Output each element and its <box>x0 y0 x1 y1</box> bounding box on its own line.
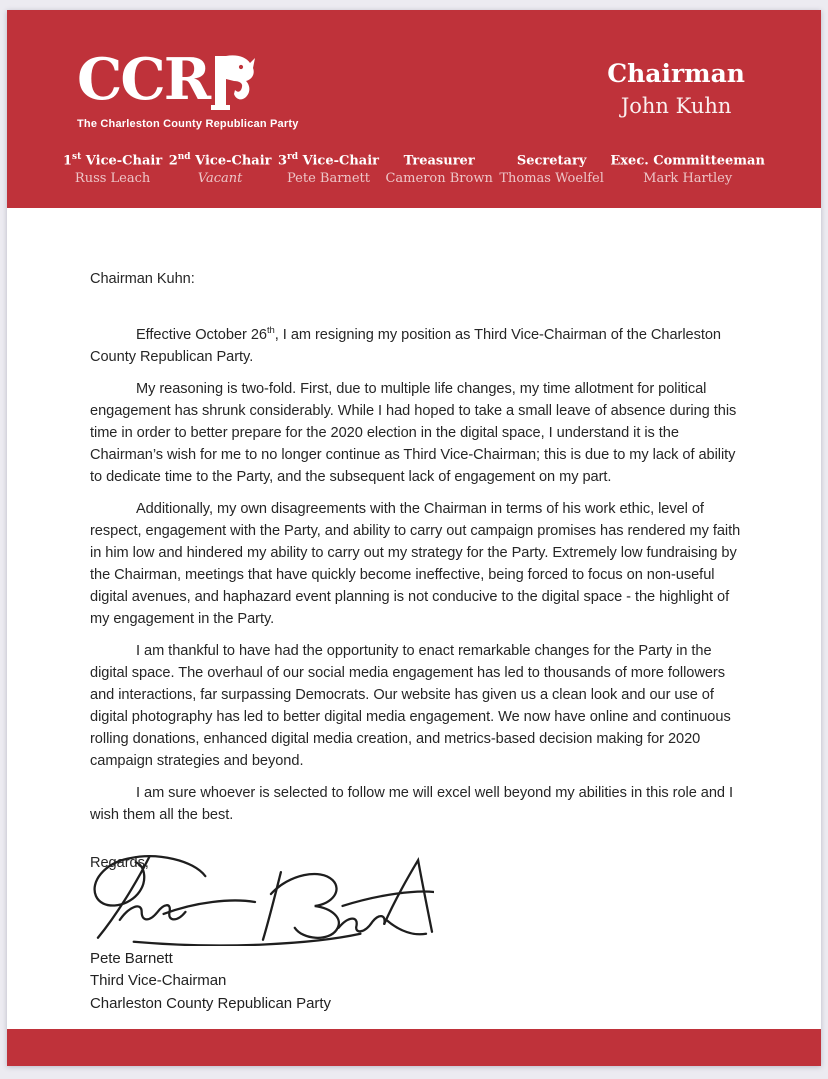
footer-band <box>7 1029 821 1066</box>
ccrp-logo-letters <box>77 46 299 113</box>
elephant-p-icon <box>210 54 256 112</box>
ccrp-tagline: The Charleston County Republican Party <box>77 118 299 130</box>
officer-name: Pete Barnett <box>287 171 370 186</box>
signer-organization: Charleston County Republican Party <box>90 994 331 1012</box>
chairman-title: Chairman <box>607 59 745 88</box>
officer-third-vice-chair <box>278 152 379 186</box>
officer-title: Exec. Committeeman <box>610 153 765 168</box>
chairman-block <box>607 60 745 119</box>
officer-title: Secretary <box>516 153 587 168</box>
officer-title: 1st Vice-Chair <box>63 151 163 168</box>
officer-name: Vacant <box>197 171 243 186</box>
officer-name: Cameron Brown <box>385 171 493 186</box>
ccrp-logo-text: CCR <box>77 46 210 113</box>
officer-name: Russ Leach <box>74 171 151 186</box>
ccrp-logo <box>77 46 299 130</box>
officers-row <box>63 152 765 186</box>
letter-paragraph-3: Additionally, my own disagreements with the Chairman in terms of his work ethic, level of respect, engagement with the Party, and ability to carry out campaign promises has rendered my faith in him low and hindered my ability to carry out my strategy for the Party. Extremely low fundraising by the Chairman, meetings that have quickly become ineffective, being forced to focus on non-useful digital avenues, and haphazard event planning is not conducive to the digital space - the highlight of my engagement in the Party. <box>90 500 741 627</box>
letter-page <box>7 10 821 1066</box>
letter-paragraph-5: I am sure whoever is selected to follow me will excel well beyond my abilities in this role and I wish them all the best. <box>90 784 734 823</box>
officer-first-vice-chair <box>63 152 162 186</box>
letter-greeting: Chairman Kuhn: <box>90 271 195 287</box>
officer-title: 2nd Vice-Chair <box>168 151 272 168</box>
officer-name: Mark Hartley <box>643 171 733 186</box>
letter-paragraph-2: My reasoning is two-fold. First, due to multiple life changes, my time allotment for political engagement has shrunk considerably. While I had hoped to take a small leave of absence during this time in order to better prepare for the 2020 election in the digital space, I understand it is the Chairman’s wish for me to no longer continue as Third Vice-Chairman; this is due to my lack of ability to dedicate time to the Party, and the subsequent lack of engagement on my part. <box>90 380 737 485</box>
signer-name: Pete Barnett <box>90 949 173 967</box>
signature-block <box>90 948 750 1016</box>
handwritten-signature <box>86 850 434 946</box>
letterhead-band <box>7 10 821 208</box>
officer-treasurer <box>385 152 492 186</box>
officer-exec-committeeman <box>610 152 765 186</box>
officer-name: Thomas Woelfel <box>499 171 604 186</box>
officer-title: 3rd Vice-Chair <box>277 151 379 168</box>
letter-body <box>90 268 750 1015</box>
officer-second-vice-chair <box>169 152 272 186</box>
letter-paragraph-4: I am thankful to have had the opportunity to enact remarkable changes for the Party in the digital space. The overhaul of our social media engagement has led to thousands of more followers and interactions, far surpassing Democrats. Our website has given us a clean look and our use of digital photography has led to better digital media engagement. We now have online and continuous rolling donations, enhanced digital media creation, and metrics-based decision making for 2020 campaign strategies and beyond. <box>90 642 731 769</box>
letter-closing: Regards, <box>90 854 149 871</box>
officer-title: Treasurer <box>403 153 475 168</box>
signer-title: Third Vice-Chairman <box>90 972 227 990</box>
letter-paragraph-1: Effective October 26th, I am resigning my position as Third Vice-Chairman of the Charleston County Republican Party. <box>90 325 721 365</box>
officer-secretary <box>499 152 604 186</box>
chairman-name: John Kuhn <box>620 94 732 118</box>
